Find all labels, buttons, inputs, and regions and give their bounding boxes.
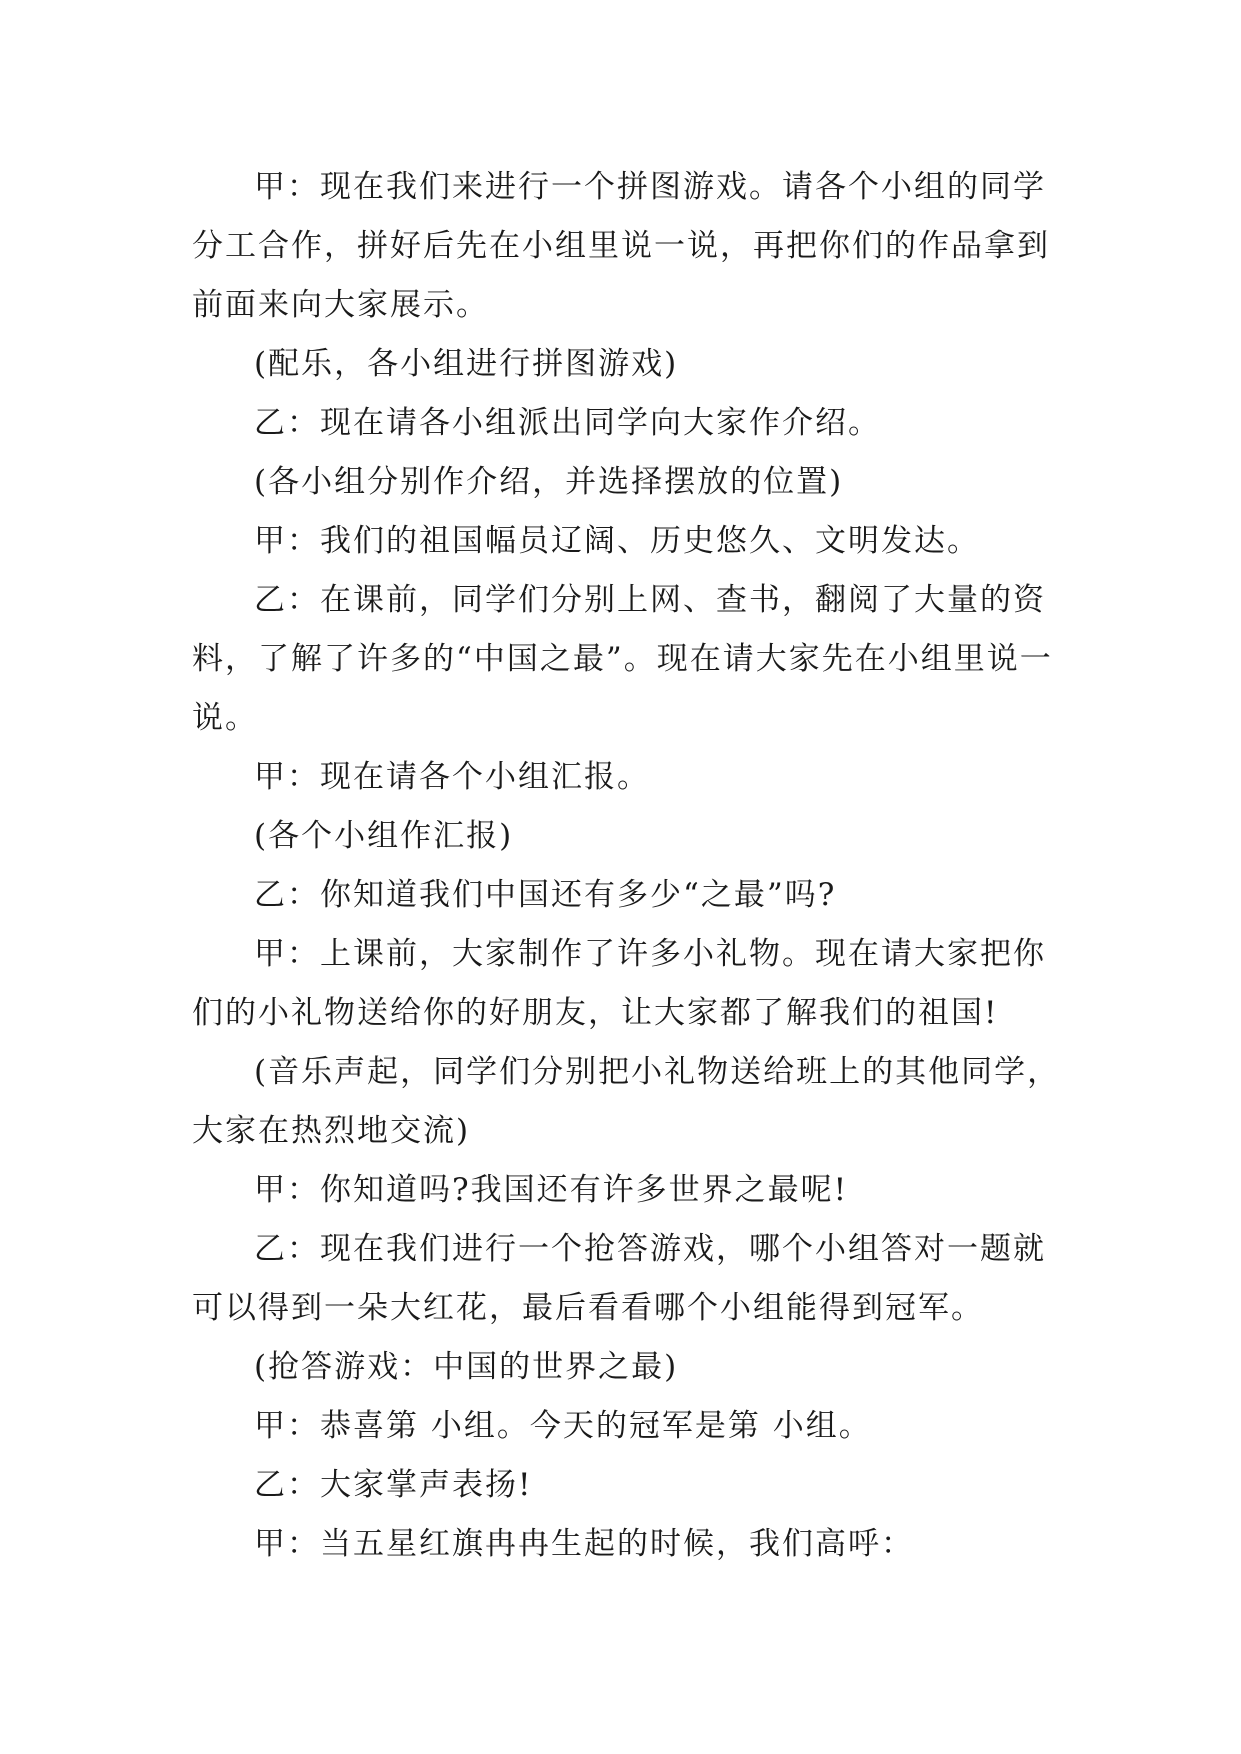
- document-body: [192, 158, 1072, 1574]
- paragraph: 甲：我们的祖国幅员辽阔、历史悠久、文明发达。: [254, 523, 980, 559]
- paragraph: (音乐声起，同学们分别把小礼物送给班上的其他同学，大家在热烈地交流): [192, 1054, 1061, 1149]
- paragraph: 甲：恭喜第 小组。今天的冠军是第 小组。: [254, 1408, 872, 1444]
- paragraph: (各小组分别作介绍，并选择摆放的位置): [254, 464, 844, 500]
- paragraph: 乙：你知道我们中国还有多少“之最”吗?: [254, 877, 837, 913]
- paragraph: 甲：上课前，大家制作了许多小礼物。现在请大家把你们的小礼物送给你的好朋友，让大家都了解我们的祖国!: [192, 936, 1046, 1031]
- paragraph: 乙：大家掌声表扬!: [254, 1467, 533, 1503]
- paragraph: 乙：现在请各小组派出同学向大家作介绍。: [254, 405, 881, 441]
- paragraph: 甲：你知道吗?我国还有许多世界之最呢!: [254, 1172, 849, 1208]
- paragraph: (各个小组作汇报): [254, 818, 514, 854]
- paragraph: (抢答游戏：中国的世界之最): [254, 1349, 679, 1385]
- paragraph: 乙：现在我们进行一个抢答游戏，哪个小组答对一题就可以得到一朵大红花，最后看看哪个小组能得到冠军。: [192, 1231, 1046, 1326]
- paragraph: 乙：在课前，同学们分别上网、查书，翻阅了大量的资料，了解了许多的“中国之最”。现在请大家先在小组里说一说。: [192, 582, 1053, 736]
- paragraph: 甲：当五星红旗冉冉生起的时候，我们高呼：: [254, 1526, 914, 1562]
- paragraph: 甲：现在我们来进行一个拼图游戏。请各个小组的同学分工合作，拼好后先在小组里说一说，再把你们的作品拿到前面来向大家展示。: [192, 169, 1050, 323]
- paragraph: (配乐，各小组进行拼图游戏): [254, 346, 679, 382]
- paragraph: 甲：现在请各个小组汇报。: [254, 759, 650, 795]
